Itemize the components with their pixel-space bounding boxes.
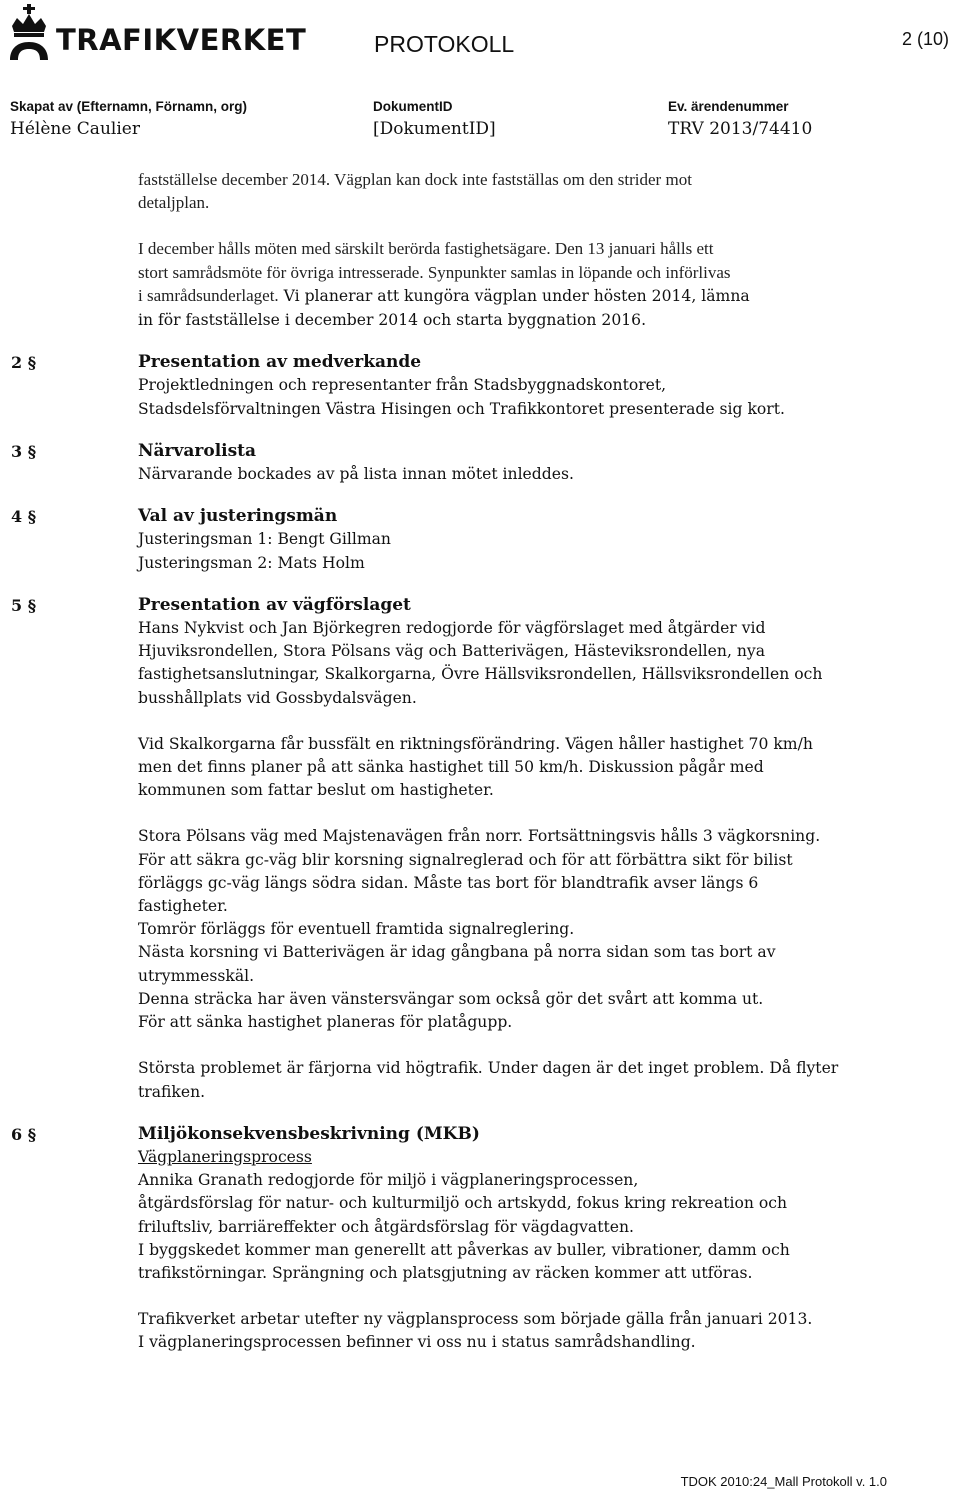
section-title: Närvarolista (138, 440, 257, 461)
section-number: 5 § (11, 595, 37, 615)
logo-wordmark: TRAFIKVERKET (56, 23, 307, 57)
section-paragraph: Största problemet är färjorna vid högtrafik. Under dagen är det inget problem. Då flyter trafiken. (138, 1059, 839, 1101)
case-number-label: Ev. ärendenummer (668, 99, 789, 114)
section-4 (0, 505, 960, 575)
section-paragraph: Vid Skalkorgarna får bussfält en riktningsförändring. Vägen håller hastighet 70 km/h men det finns planer på att sänka hastighet till 50 km/h. Diskussion pågår med kommunen som fattar beslut om hastigheter. (138, 734, 813, 800)
section-2 (0, 351, 960, 421)
section-text: Justeringsman 1: Bengt Gillman Justeringsman 2: Mats Holm (138, 530, 391, 572)
section-title: Miljökonsekvensbeskrivning (MKB) (138, 1123, 480, 1144)
section-number: 4 § (11, 507, 37, 527)
page-number: 2 (10) (901, 29, 949, 49)
section-paragraph: Annika Granath redogjorde för miljö i vägplaneringsprocessen, åtgärdsförslag för natur- och kulturmiljö och artskydd, fokus kring rekreation och friluftsliv, barriäreffekter och åtgärdsförslag för vägdagvatten. I byggskedet kommer man generellt att påverkas av buller, vibrationer, damm och trafikstörningar. Sprängning och platsgjutning av räcken kommer att utföras. (138, 1171, 790, 1282)
section-symbol: § (27, 1124, 37, 1144)
section-subheading: Vägplaneringsprocess (138, 1147, 312, 1166)
section-symbol: § (27, 595, 37, 615)
section-3 (0, 440, 960, 486)
intro-paragraph-1: fastställelse december 2014. Vägplan kan dock inte fastställas om den strider mot detaljplan. (138, 170, 692, 213)
section-paragraph: Trafikverket arbetar utefter ny vägplansprocess som började gälla från januari 2013. I vägplaneringsprocessen befinner vi oss nu i status samrådshandling. (138, 1310, 813, 1352)
section-5 (0, 594, 960, 1104)
section-number: 6 § (11, 1124, 37, 1144)
section-symbol: § (27, 353, 37, 373)
section-paragraph: Stora Pölsans väg med Majstenavägen från norr. Fortsättningsvis hålls 3 vägkorsning. För att säkra gc-väg blir korsning signalreglerad och för att förbättra sikt för bilist förläggs gc-väg längs södra sidan. Måste tas bort för blandtrafik avser längs 6 fastigheter. Tomrör förläggs för eventuell framtida signalreglering. Nästa korsning vi Batterivägen är idag gångbana på norra sidan som tas bort av utrymmesskäl. Denna sträcka har även vänstersvängar som också gör det svårt att komma ut. För att sänka hastighet planeras för platågupp. (138, 827, 821, 1032)
intro-paragraph-2: I december hålls möten med särskilt berörda fastighetsägare. Den 13 januari hålls ett stort samrådsmöte för övriga intresserade. Synpunkter samlas in löpande och införlivas i samrådsunderlaget. Vi planerar att kungöra vägplan under hösten 2014, lämna in för fastställelse i december 2014 och starta byggnation 2016. (138, 239, 750, 330)
section-6 (0, 1123, 960, 1355)
document-id-label: DokumentID (373, 99, 453, 114)
created-by-label: Skapat av (Efternamn, Förnamn, org) (10, 99, 248, 114)
section-title: Presentation av medverkande (138, 352, 422, 373)
section-title: Presentation av vägförslaget (138, 594, 411, 615)
section-title: Val av justeringsmän (138, 506, 338, 527)
section-symbol: § (27, 441, 37, 461)
section-number: 3 § (11, 441, 37, 461)
section-paragraph: Hans Nykvist och Jan Björkegren redogjorde för vägförslaget med åtgärder vid Hjuviksrondellen, Stora Pölsans väg och Batterivägen, Hästeviksrondellen, nya fastighetsanslutningar, Skalkorgarna, Övre Hällsviksrondellen, Hällsviksrondellen och busshållplats vid Gossbydalsvägen. (138, 619, 823, 707)
created-by-value: Hélène Caulier (10, 119, 140, 139)
section-number: 2 § (11, 353, 37, 373)
template-footer: TDOK 2010:24_Mall Protokoll v. 1.0 (680, 1474, 887, 1489)
document-id-value: [DokumentID] (373, 119, 496, 139)
protocol-body (0, 168, 960, 1355)
section-symbol: § (27, 507, 37, 527)
case-number-value: TRV 2013/74410 (668, 119, 813, 139)
document-type: PROTOKOLL (374, 31, 515, 57)
section-text: Närvarande bockades av på lista innan mötet inleddes. (138, 465, 574, 484)
crown-logo-icon (6, 4, 52, 60)
section-text: Projektledningen och representanter från Stadsbyggnadskontoret, Stadsdelsförvaltningen Västra Hisingen och Trafikkontoret presenterade sig kort. (138, 376, 785, 418)
trafikverket-logo (6, 4, 306, 60)
